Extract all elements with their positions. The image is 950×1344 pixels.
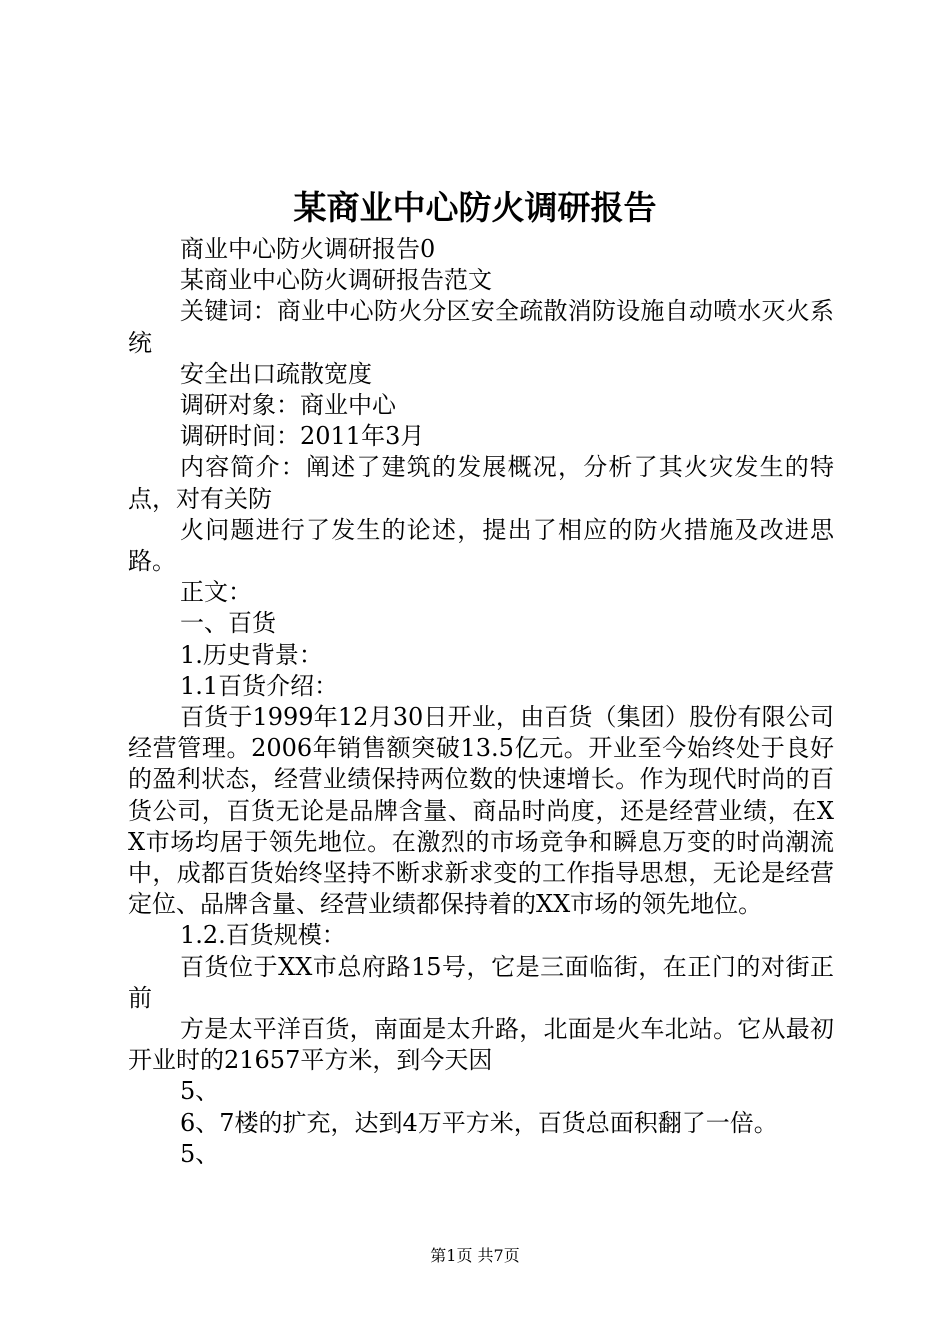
paragraph: 方是太平洋百货，南面是太升路，北面是火车北站。它从最初开业时的21657平方米，到今天因 bbox=[128, 1015, 834, 1075]
keywords-paragraph: 关键词：商业中心防火分区安全疏散消防设施自动喷水灭火系统 bbox=[128, 297, 834, 357]
document-body bbox=[128, 234, 834, 1170]
subsection-heading: 1.1百货介绍： bbox=[180, 671, 339, 700]
paragraph: 5、 bbox=[180, 1077, 220, 1106]
document-title: 某商业中心防火调研报告 bbox=[293, 188, 657, 227]
summary-paragraph-continued: 火问题进行了发生的论述，提出了相应的防火措施及改进思路。 bbox=[128, 515, 834, 576]
summary-paragraph: 内容简介：阐述了建筑的发展概况，分析了其火灾发生的特点，对有关防 bbox=[128, 453, 834, 513]
section-heading: 正文： bbox=[180, 578, 252, 607]
paragraph: 某商业中心防火调研报告范文 bbox=[180, 266, 492, 295]
paragraph: 6、7楼的扩充，达到4万平方米，百货总面积翻了一倍。 bbox=[180, 1108, 778, 1137]
section-heading: 一、百货 bbox=[180, 609, 276, 638]
paragraph: 百货位于XX市总府路15号，它是三面临街，在正门的对街正前 bbox=[128, 952, 834, 1012]
subsection-heading: 1.2.百货规模： bbox=[180, 921, 346, 950]
paragraph: 安全出口疏散宽度 bbox=[180, 359, 372, 388]
paragraph: 5、 bbox=[180, 1139, 220, 1168]
research-subject: 调研对象：商业中心 bbox=[180, 391, 396, 420]
subsection-heading: 1.历史背景： bbox=[180, 640, 323, 669]
research-date: 调研时间：2011年3月 bbox=[180, 422, 425, 451]
page-footer: 第1页 共7页 bbox=[430, 1246, 520, 1265]
paragraph: 商业中心防火调研报告0 bbox=[180, 235, 436, 263]
paragraph: 百货于1999年12月30日开业，由百货（集团）股份有限公司经营管理。2006年销售额突破13.5亿元。开业至今始终处于良好的盈利状态，经营业绩保持两位数的快速增长。作为现代时尚的百货公司，百货无论是品牌含量、商品时尚度，还是经营业绩，在XX市场均居于领先地位。在激烈的市场竞争和瞬息万变的时尚潮流中，成都百货始终坚持不断求新求变的工作指导思想，无论是经营定位、品牌含量、经营业绩都保持着的XX市场的领先地位。 bbox=[128, 703, 834, 919]
